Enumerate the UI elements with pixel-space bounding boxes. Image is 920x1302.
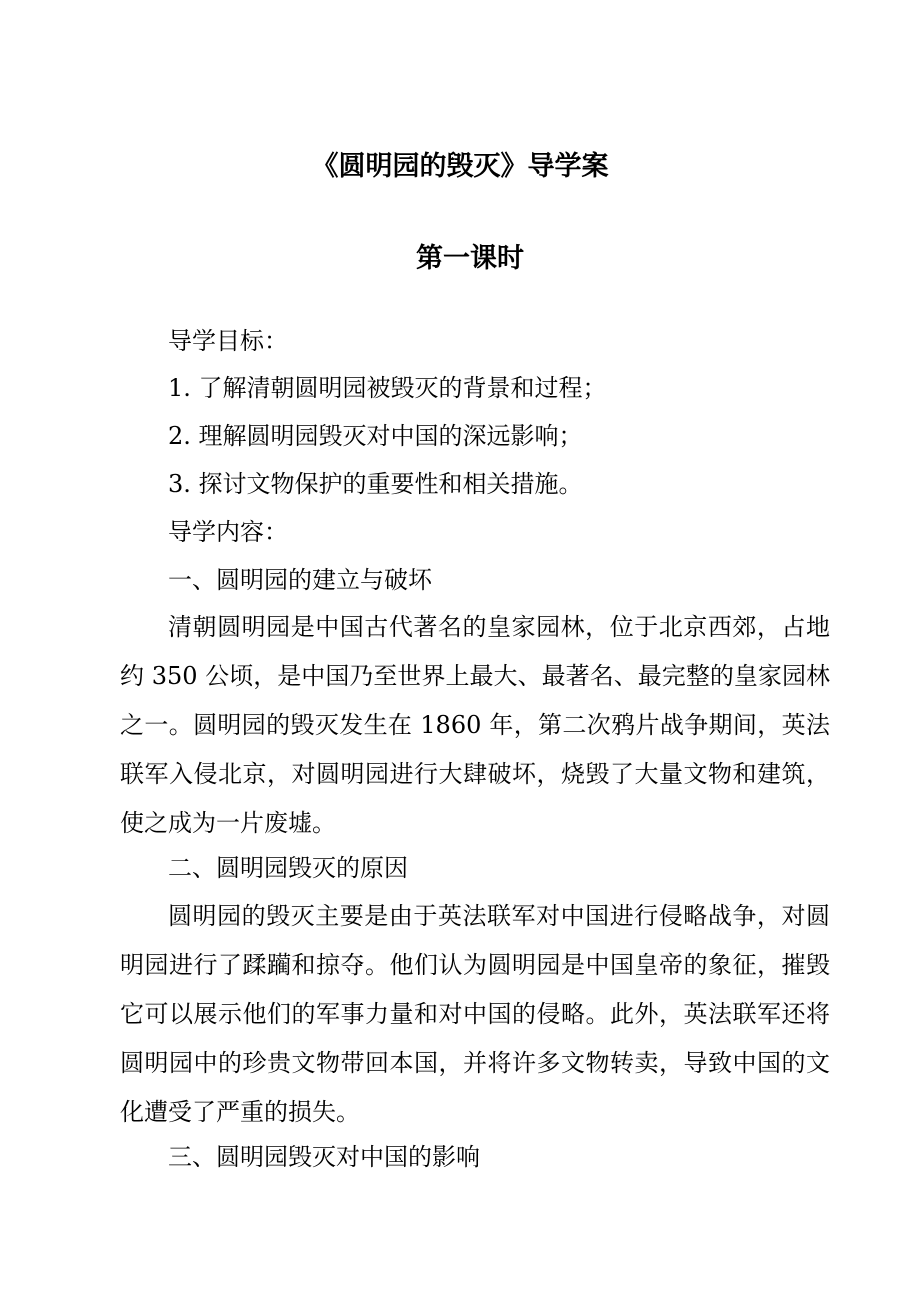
objective-item: 2. 理解圆明园毁灭对中国的深远影响； [168, 422, 583, 450]
section-heading: 三、圆明园毁灭对中国的影响 [168, 1143, 480, 1171]
section-body: 圆明园的毁灭主要是由于英法联军对中国进行侵略战争，对圆明园进行了蹂躏和掠夺。他们认为圆明园是中国皇帝的象征，摧毁它可以展示他们的军事力量和对中国的侵略。此外，英法联军还将圆明园中的珍贵文物带回本国，并将许多文物转卖，导致中国的文化遭受了严重的损失。 [120, 902, 830, 1126]
objectives-heading: 导学目标： [168, 327, 288, 355]
section-heading: 一、圆明园的建立与破坏 [168, 566, 432, 594]
section-heading: 二、圆明园毁灭的原因 [168, 854, 408, 882]
lesson-subtitle: 第一课时 [416, 243, 524, 274]
objective-item: 1. 了解清朝圆明园被毁灭的背景和过程； [168, 374, 607, 402]
objective-item: 3. 探讨文物保护的重要性和相关措施。 [168, 470, 583, 498]
content-heading: 导学内容： [168, 518, 288, 546]
section-body: 清朝圆明园是中国古代著名的皇家园林，位于北京西郊，占地约 350 公顷，是中国乃至世界上最大、最著名、最完整的皇家园林之一。圆明园的毁灭发生在 1860 年，第二次鸦片战争期间，英法联军入侵北京，对圆明园进行大肆破坏，烧毁了大量文物和建筑，使之成为一片废墟。 [120, 613, 830, 837]
document-title: 《圆明园的毁灭》导学案 [311, 151, 609, 182]
